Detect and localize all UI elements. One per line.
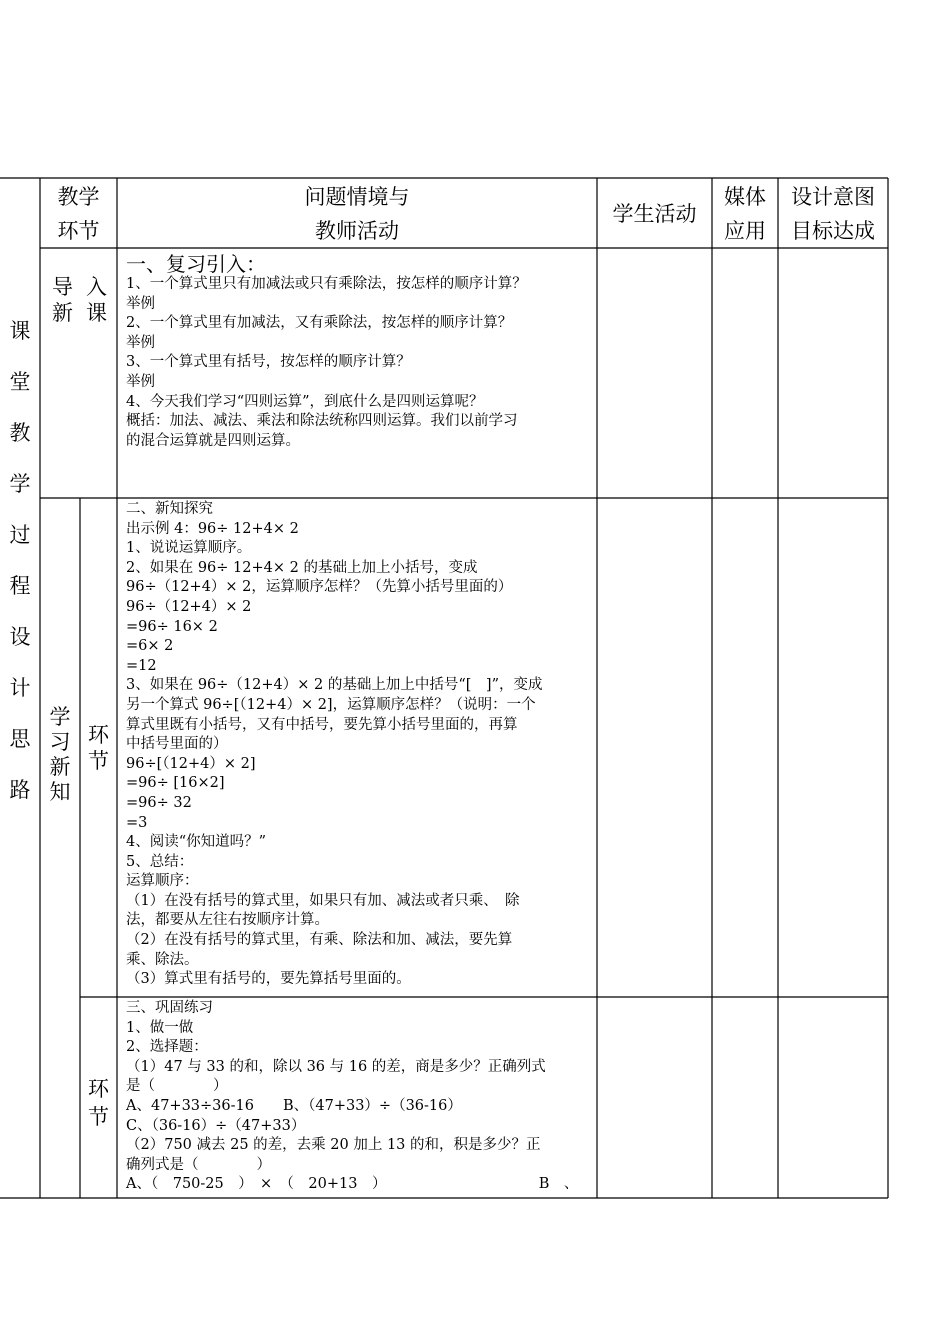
new-knowledge-line: =96÷ 16× 2 xyxy=(126,618,218,635)
side-label-char: 思 xyxy=(9,727,31,751)
new-knowledge-line: （1）在没有括号的算式里，如果只有加、减法或者只乘、 除 xyxy=(126,892,520,909)
practice-line: 三、巩固练习 xyxy=(126,1000,213,1016)
intro-line: 3、一个算式里有括号，按怎样的顺序计算？ xyxy=(126,354,411,371)
side-label-char: 路 xyxy=(9,778,31,802)
new-knowledge-line: 96÷（12+4）× 2，运算顺序怎样？（先算小括号里面的） xyxy=(126,579,513,596)
header-stage-line: 教学 xyxy=(57,185,100,209)
new-knowledge-line: 运算顺序： xyxy=(126,873,199,890)
side-label-char: 堂 xyxy=(9,370,31,394)
header-student-line: 学生活动 xyxy=(612,202,697,226)
intro-title: 一、复习引入： xyxy=(126,252,266,276)
practice-line: 1、做一做 xyxy=(126,1019,194,1036)
new-knowledge-sub-label xyxy=(80,722,117,774)
side-label-char: 程 xyxy=(9,574,31,598)
intro-line: 举例 xyxy=(126,373,155,390)
new-knowledge-line: 1、说说运算顺序。 xyxy=(126,540,252,557)
header-media-line: 应用 xyxy=(724,219,766,243)
new-knowledge-line: =6× 2 xyxy=(126,638,174,655)
new-knowledge-line: 出示例 4：96÷ 12+4× 2 xyxy=(126,520,299,537)
intro-stage-label xyxy=(40,274,117,326)
header-teacher-line: 教师活动 xyxy=(315,219,399,243)
side-label-char: 计 xyxy=(9,676,31,700)
new-knowledge-sub-char: 环 xyxy=(88,723,109,747)
new-knowledge-line: 二、新知探究 xyxy=(126,501,213,517)
new-knowledge-line: 3、如果在 96÷（12+4）× 2 的基础上加上中括号“[ ]”，变成 xyxy=(126,677,543,694)
new-knowledge-content xyxy=(126,500,543,990)
intro-line: 1、一个算式里只有加减法或只有乘除法，按怎样的顺序计算？ xyxy=(126,276,527,292)
new-knowledge-stage-label xyxy=(40,705,80,805)
new-knowledge-line: 2、如果在 96÷ 12+4× 2 的基础上加上小括号，变成 xyxy=(126,559,478,576)
header-teacher-line: 问题情境与 xyxy=(304,185,410,209)
intro-line: 概括：加法、减法、乘法和除法统称四则运算。我们以前学习 xyxy=(126,413,518,430)
practice-sub-char: 节 xyxy=(88,1105,109,1129)
practice-sub-char: 环 xyxy=(88,1077,109,1101)
new-knowledge-line: 乘、除法。 xyxy=(126,951,199,968)
practice-line: A、（ 750-25 ） × （ 20+13 ） B 、 xyxy=(126,1176,579,1193)
intro-stage-char: 入 xyxy=(86,275,107,299)
intro-stage-char: 导 xyxy=(52,275,73,299)
new-knowledge-stage-char: 习 xyxy=(49,730,71,754)
intro-stage-char: 新 xyxy=(52,301,73,325)
intro-stage-char: 课 xyxy=(86,301,107,325)
header-design-line: 设计意图 xyxy=(791,185,875,209)
new-knowledge-line: （2）在没有括号的算式里，有乘、除法和加、减法，要先算 xyxy=(126,932,513,949)
practice-line: A、47+33÷36-16 B、（47+33）÷（36-16） xyxy=(126,1097,462,1114)
header-media-line: 媒体 xyxy=(724,185,766,209)
side-label-char: 学 xyxy=(9,472,31,496)
new-knowledge-stage-char: 新 xyxy=(49,755,71,779)
new-knowledge-line: 5、总结： xyxy=(126,853,194,870)
new-knowledge-line: 96÷（12+4）× 2 xyxy=(126,598,252,615)
new-knowledge-line: 算式里既有小括号，又有中括号，要先算小括号里面的，再算 xyxy=(126,716,518,733)
new-knowledge-line: 中括号里面的） xyxy=(126,736,228,753)
new-knowledge-line: =12 xyxy=(126,657,157,674)
new-knowledge-line: =96÷ [16×2] xyxy=(126,775,225,792)
intro-line: 举例 xyxy=(126,295,155,312)
practice-sub-label xyxy=(80,1075,117,1131)
header-student xyxy=(597,197,712,231)
side-label-char: 设 xyxy=(9,625,31,649)
new-knowledge-stage-char: 知 xyxy=(49,780,71,804)
practice-line: （1）47 与 33 的和，除以 36 与 16 的差，商是多少？正确列式 xyxy=(126,1058,546,1075)
practice-line: 是（ ） xyxy=(126,1078,228,1095)
side-label-char: 教 xyxy=(9,421,31,445)
practice-content xyxy=(126,999,578,1195)
header-stage-line: 环节 xyxy=(57,219,100,243)
intro-line: 4、今天我们学习“四则运算”，到底什么是四则运算呢？ xyxy=(126,393,484,410)
intro-content xyxy=(126,253,527,451)
intro-line: 2、一个算式里有加减法，又有乘除法，按怎样的顺序计算？ xyxy=(126,315,513,332)
practice-line: （2）750 减去 25 的差，去乘 20 加上 13 的和，积是多少？正 xyxy=(126,1137,541,1154)
new-knowledge-sub-char: 节 xyxy=(88,749,109,773)
new-knowledge-line: （3）算式里有括号的，要先算括号里面的。 xyxy=(126,971,411,988)
new-knowledge-line: =3 xyxy=(126,814,148,831)
new-knowledge-line: 法，都要从左往右按顺序计算。 xyxy=(126,912,329,929)
side-label xyxy=(0,306,40,816)
intro-line: 举例 xyxy=(126,334,155,351)
new-knowledge-line: 另一个算式 96÷[（12+4）× 2]，运算顺序怎样？（说明：一个 xyxy=(126,696,536,713)
new-knowledge-stage-char: 学 xyxy=(49,705,71,729)
header-design-line: 目标达成 xyxy=(791,219,875,243)
header-stage xyxy=(40,180,117,248)
practice-line: C、（36-16）÷（47+33） xyxy=(126,1117,306,1134)
intro-line: 的混合运算就是四则运算。 xyxy=(126,432,300,449)
side-label-char: 课 xyxy=(9,319,31,343)
practice-line: 确列式是（ ） xyxy=(126,1156,271,1173)
header-media xyxy=(712,180,778,248)
header-teacher xyxy=(117,180,597,248)
new-knowledge-line: 4、阅读“你知道吗？” xyxy=(126,834,267,851)
new-knowledge-line: =96÷ 32 xyxy=(126,794,192,811)
practice-line: 2、选择题： xyxy=(126,1039,208,1056)
header-design xyxy=(778,180,888,248)
side-label-char: 过 xyxy=(9,523,31,547)
new-knowledge-line: 96÷[（12+4）× 2] xyxy=(126,755,256,772)
